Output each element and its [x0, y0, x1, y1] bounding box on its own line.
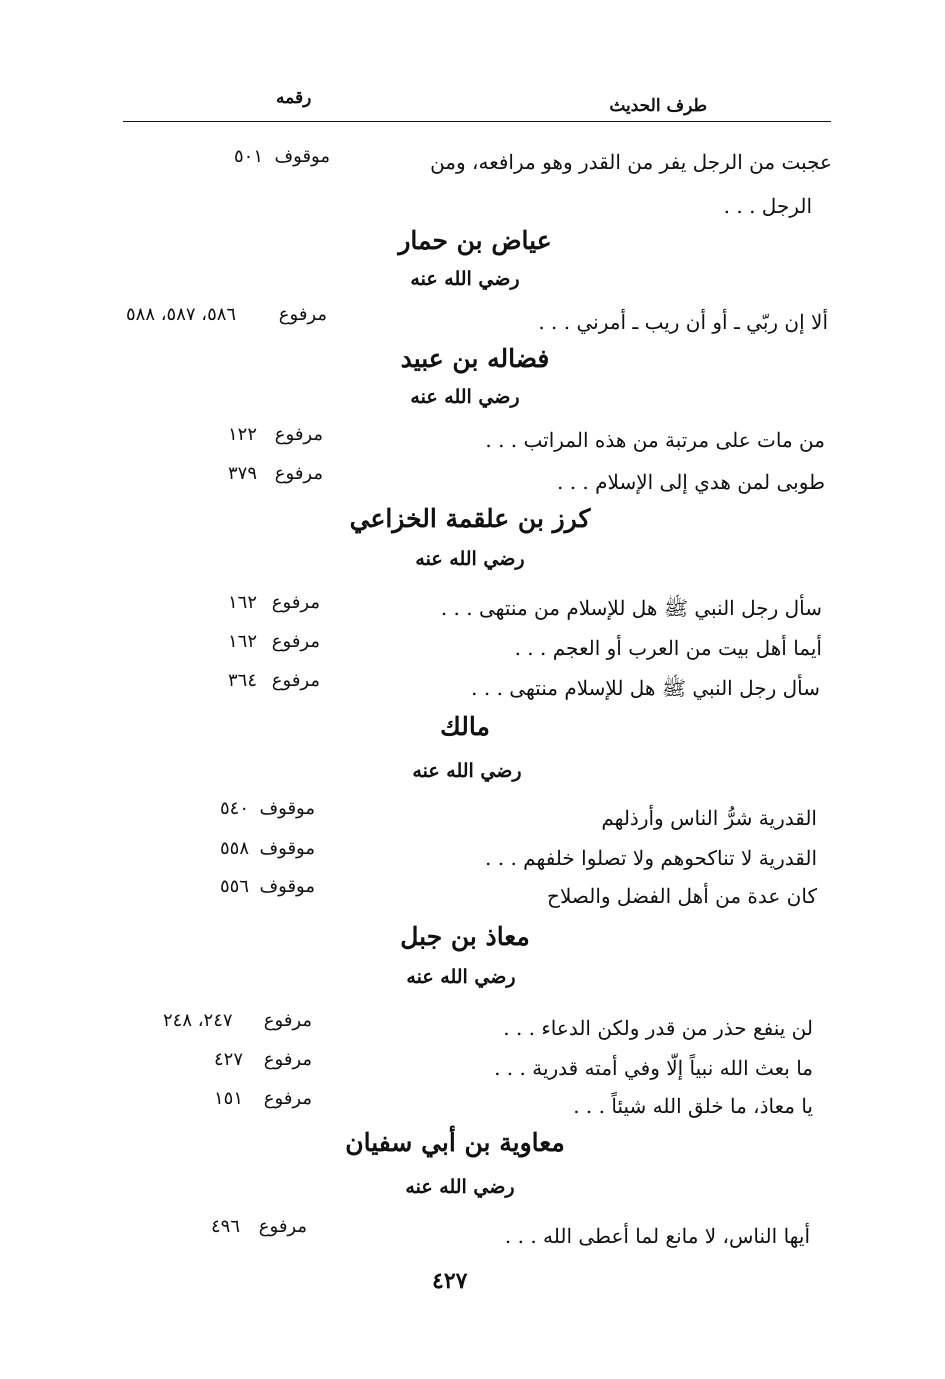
- hadith-numbers: ٢٤٧، ٢٤٨: [163, 1010, 233, 1031]
- section-subtitle: رضي الله عنه: [410, 386, 520, 408]
- hadith-grade: مرفوع: [278, 304, 327, 325]
- hadith-numbers: ٣٧٩: [228, 463, 258, 484]
- section-subtitle: رضي الله عنه: [410, 268, 520, 290]
- hadith-text: ألا إن ربّي ـ أو أن ريب ـ أمرني . . .: [538, 310, 828, 334]
- hadith-grade: مرفوع: [274, 463, 323, 484]
- section-title: مالك: [440, 712, 490, 741]
- hadith-numbers: ٤٢٧: [214, 1049, 244, 1070]
- hadith-grade: مرفوع: [263, 1010, 312, 1031]
- hadith-text: من مات على مرتبة من هذه المراتب . . .: [485, 428, 825, 452]
- hadith-text: القدرية شرُّ الناس وأرذلهم: [601, 806, 817, 830]
- section-subtitle: رضي الله عنه: [415, 548, 525, 570]
- hadith-text: الرجل . . .: [723, 194, 812, 218]
- header-hadith-column: طرف الحديث: [609, 96, 707, 116]
- hadith-text: ما بعث الله نبياً إلّا وفي أمته قدرية . . .: [494, 1056, 813, 1080]
- hadith-numbers: ٥٥٨: [220, 838, 250, 859]
- header-rule: [123, 121, 831, 122]
- hadith-text: عجبت من الرجل يفر من القدر وهو مرافعه، ومن: [430, 150, 832, 174]
- hadith-numbers: ١٥١: [214, 1088, 244, 1109]
- hadith-text: كان عدة من أهل الفضل والصلاح: [547, 884, 817, 908]
- hadith-numbers: ١٦٢: [228, 631, 258, 652]
- hadith-numbers: ٤٩٦: [211, 1216, 241, 1237]
- hadith-text: أيها الناس، لا مانع لما أعطى الله . . .: [504, 1224, 810, 1248]
- hadith-grade: موقوف: [274, 146, 330, 167]
- section-subtitle: رضي الله عنه: [405, 1176, 515, 1198]
- hadith-numbers: ٣٦٤: [228, 670, 258, 691]
- hadith-numbers: ١٦٢: [228, 592, 258, 613]
- hadith-grade: مرفوع: [271, 592, 320, 613]
- hadith-grade: مرفوع: [271, 631, 320, 652]
- hadith-text: سأل رجل النبي ﷺ هل للإسلام من منتهى . . .: [440, 596, 822, 620]
- section-title: عياض بن حمار: [398, 226, 552, 255]
- section-title: معاذ بن جبل: [400, 922, 530, 951]
- hadith-text: لن ينفع حذر من قدر ولكن الدعاء . . .: [503, 1016, 813, 1040]
- section-title: كرز بن علقمة الخزاعي: [349, 504, 591, 533]
- hadith-text: سأل رجل النبي ﷺ هل للإسلام منتهى . . .: [471, 676, 820, 700]
- hadith-text: طوبى لمن هدي إلى الإسلام . . .: [557, 470, 825, 494]
- hadith-numbers: ٥٤٠: [220, 798, 250, 819]
- section-subtitle: رضي الله عنه: [412, 760, 522, 782]
- hadith-numbers: ٥٥٦: [220, 876, 250, 897]
- hadith-grade: موقوف: [259, 838, 315, 859]
- hadith-grade: مرفوع: [258, 1216, 307, 1237]
- hadith-text: يا معاذ، ما خلق الله شيئاً . . .: [573, 1094, 813, 1118]
- section-subtitle: رضي الله عنه: [406, 966, 516, 988]
- hadith-numbers: ١٢٢: [228, 424, 258, 445]
- hadith-grade: موقوف: [259, 798, 315, 819]
- section-title: فضاله بن عبيد: [400, 344, 550, 373]
- hadith-grade: موقوف: [259, 876, 315, 897]
- hadith-text: القدرية لا تناكحوهم ولا تصلوا خلفهم . . .: [485, 846, 817, 870]
- hadith-text: أيما أهل بيت من العرب أو العجم . . .: [514, 636, 822, 660]
- header-number-column: رقمه: [276, 88, 312, 108]
- hadith-numbers: ٥٠١: [234, 146, 264, 167]
- hadith-grade: مرفوع: [274, 424, 323, 445]
- hadith-numbers: ٥٨٦، ٥٨٧، ٥٨٨: [126, 304, 237, 325]
- hadith-grade: مرفوع: [263, 1049, 312, 1070]
- hadith-grade: مرفوع: [271, 670, 320, 691]
- hadith-grade: مرفوع: [263, 1088, 312, 1109]
- section-title: معاوية بن أبي سفيان: [345, 1128, 565, 1157]
- page-number: ٤٢٧: [432, 1268, 468, 1294]
